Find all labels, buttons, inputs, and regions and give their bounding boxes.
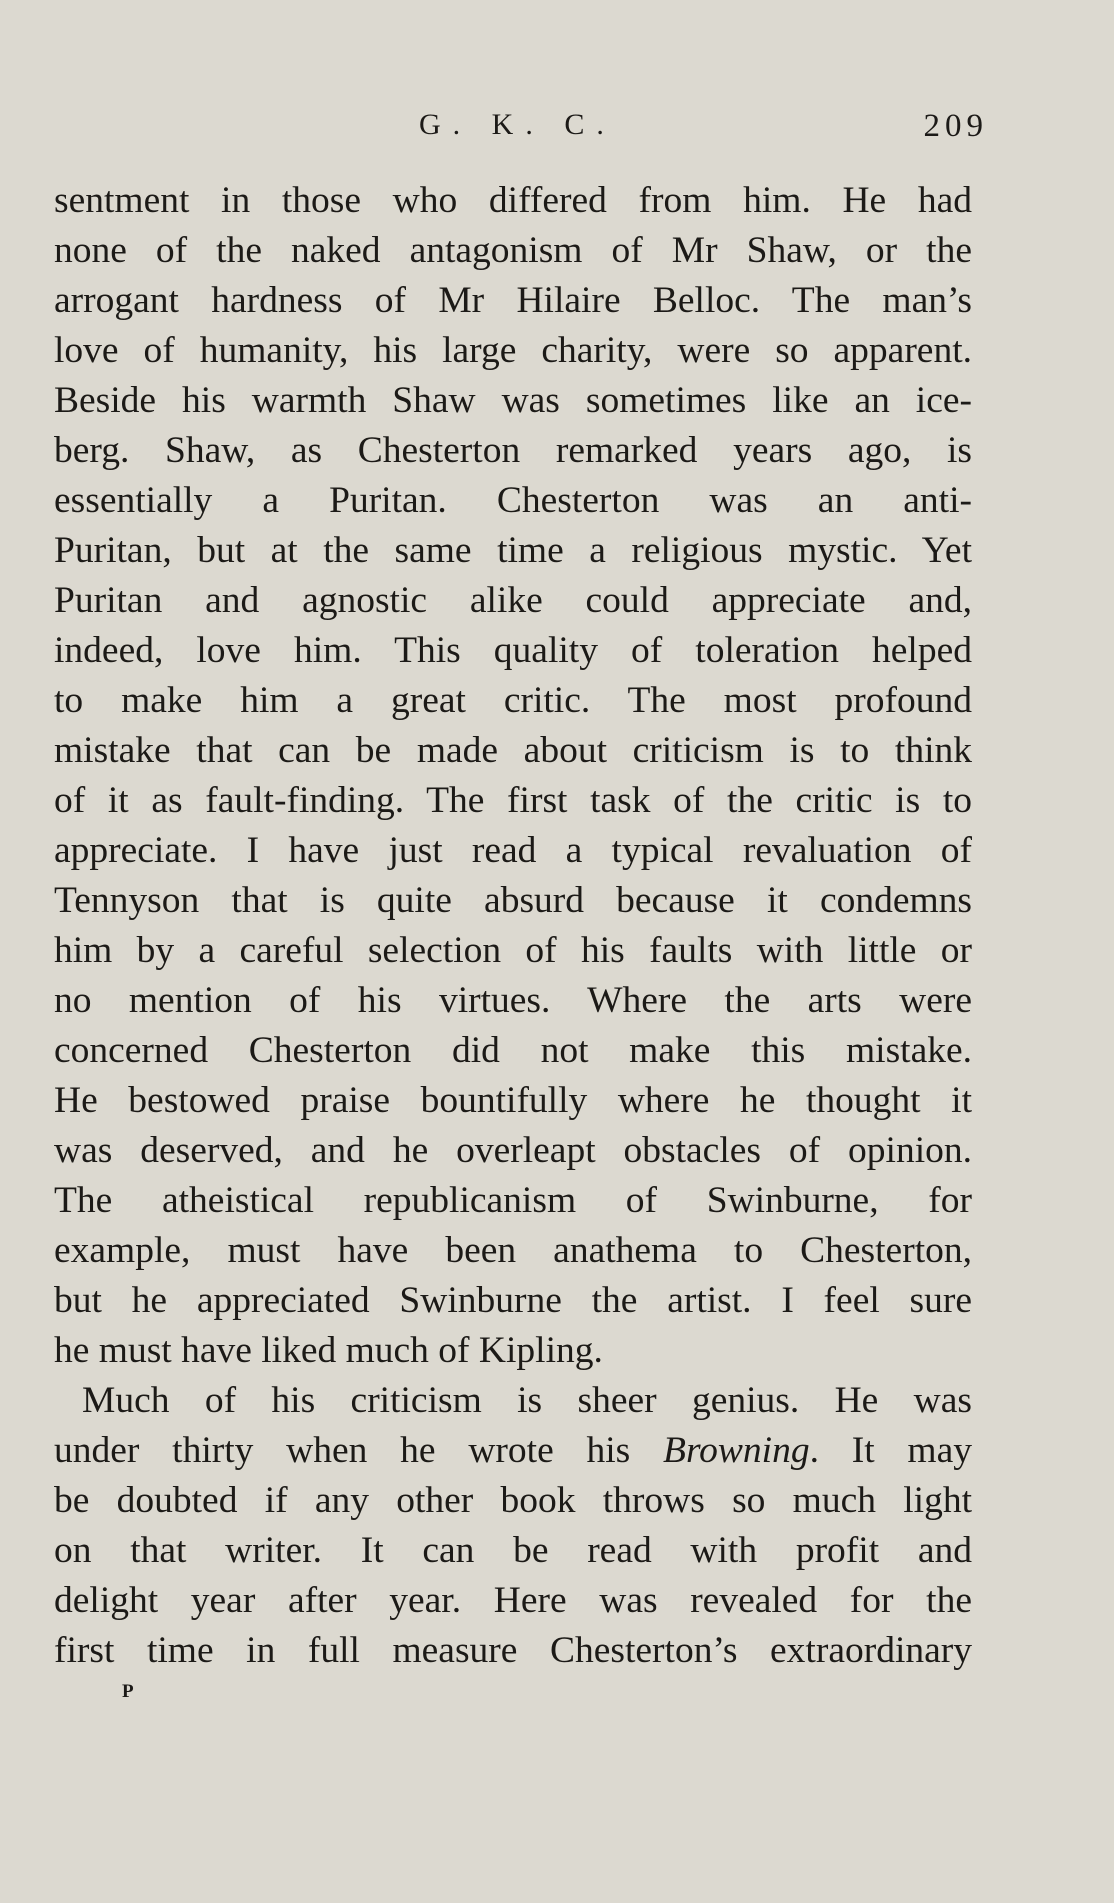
text-line: sentment in those who differed from him. He had: [54, 180, 972, 221]
text-line: but he appreciated Swinburne the artist. I feel sure: [54, 1280, 972, 1321]
text-line: indeed, love him. This quality of toleration helped: [54, 630, 972, 671]
body-text: [54, 176, 972, 1676]
text-line: example, must have been anathema to Chesterton,: [54, 1230, 972, 1271]
text-line: on that writer. It can be read with profit and: [54, 1530, 972, 1571]
signature-mark: P: [122, 1681, 136, 1702]
text-line: first time in full measure Chesterton’s extraordinary: [54, 1630, 972, 1671]
text-line: berg. Shaw, as Chesterton remarked years ago, is: [54, 430, 972, 471]
text-line: was deserved, and he overleapt obstacles of opinion.: [54, 1130, 972, 1171]
book-title-italic: Browning: [663, 1430, 810, 1471]
text-line: Puritan and agnostic alike could appreciate and,: [54, 580, 972, 621]
text-line: essentially a Puritan. Chesterton was an anti-: [54, 480, 972, 521]
running-head: [56, 108, 988, 156]
text-line: mistake that can be made about criticism is to think: [54, 730, 972, 771]
page-number: 209: [923, 108, 988, 144]
text-fragment: under thirty when he wrote his: [54, 1430, 664, 1471]
text-line: no mention of his virtues. Where the arts were: [54, 980, 972, 1021]
running-title: G. K. C.: [419, 108, 616, 141]
text-line: Much of his criticism is sheer genius. He was: [82, 1380, 972, 1421]
text-line: of it as fault-finding. The first task of the critic is to: [54, 780, 972, 821]
text-line: [54, 1426, 972, 1476]
text-fragment: . It may: [809, 1430, 972, 1471]
text-line: him by a careful selection of his faults with little or: [54, 930, 972, 971]
text-line: He bestowed praise bountifully where he thought it: [54, 1080, 972, 1121]
text-line: none of the naked antagonism of Mr Shaw, or the: [54, 230, 972, 271]
text-line: arrogant hardness of Mr Hilaire Belloc. The man’s: [54, 280, 972, 321]
text-line: delight year after year. Here was revealed for the: [54, 1580, 972, 1621]
text-line: he must have liked much of Kipling.: [54, 1330, 603, 1371]
text-line: be doubted if any other book throws so much light: [54, 1480, 972, 1521]
text-line: The atheistical republicanism of Swinburne, for: [54, 1180, 972, 1221]
text-line: Tennyson that is quite absurd because it condemns: [54, 880, 972, 921]
text-line: appreciate. I have just read a typical revaluation of: [54, 830, 972, 871]
text-line: concerned Chesterton did not make this mistake.: [54, 1030, 972, 1071]
text-line: love of humanity, his large charity, were so apparent.: [54, 330, 972, 371]
text-line: Beside his warmth Shaw was sometimes like an ice-: [54, 380, 972, 421]
text-line: to make him a great critic. The most profound: [54, 680, 972, 721]
text-line: Puritan, but at the same time a religious mystic. Yet: [54, 530, 972, 571]
